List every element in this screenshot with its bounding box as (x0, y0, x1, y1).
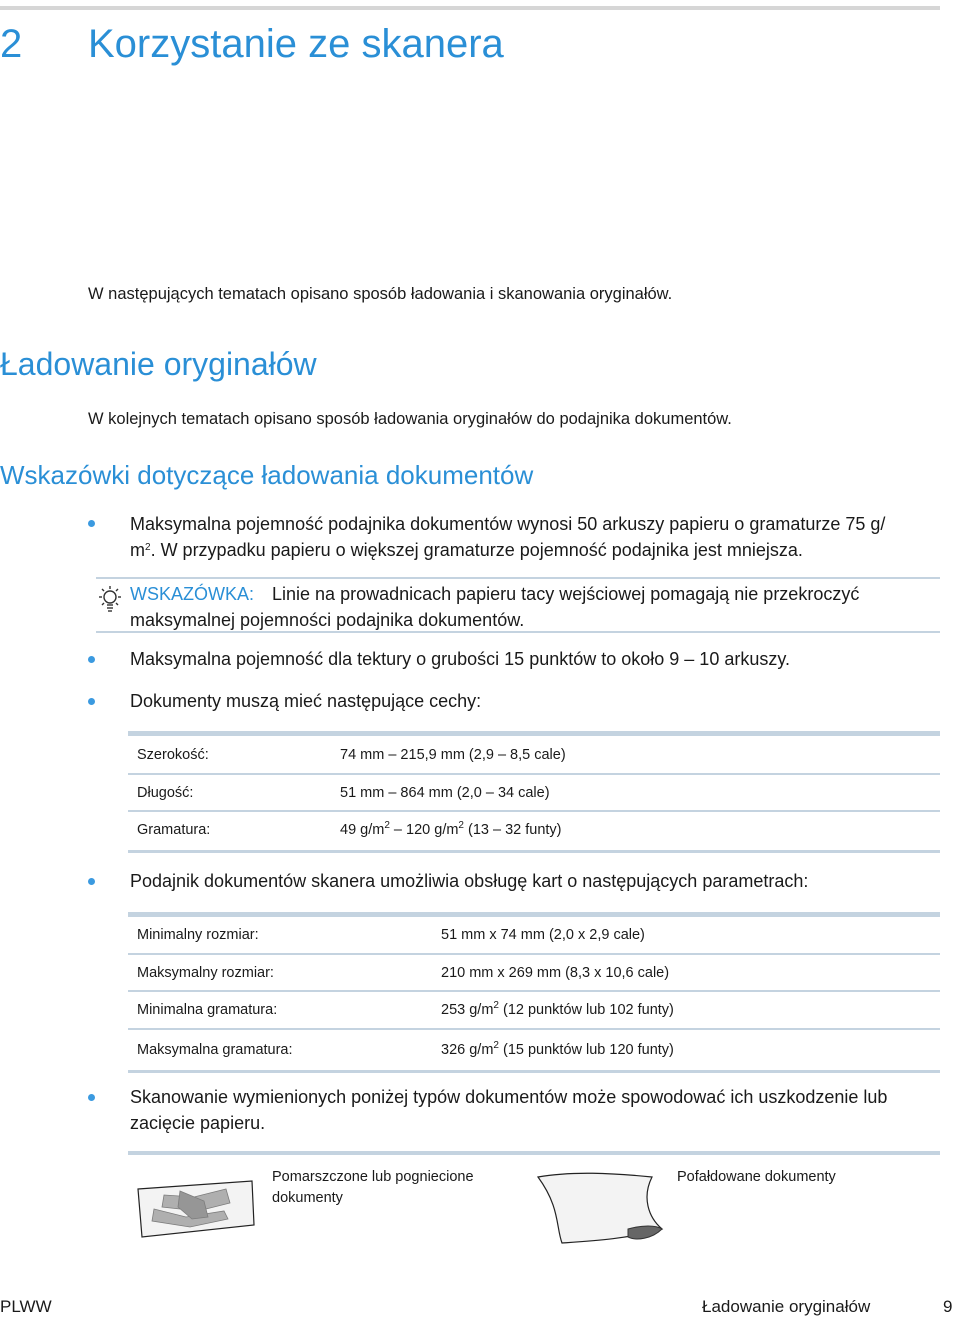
curled-document-icon (532, 1167, 668, 1247)
spec-value-part: 326 g/m (441, 1041, 494, 1058)
bullet-icon (88, 656, 95, 663)
table-row (128, 1029, 940, 1069)
spec-value: 210 mm x 269 mm (8,3 x 10,6 cale) (441, 964, 670, 981)
chapter-title-text: Korzystanie ze skanera (88, 22, 504, 66)
spec-value: 51 mm – 864 mm (2,0 – 34 cale) (340, 784, 550, 801)
spec-value-part: (13 – 32 funty) (463, 822, 562, 838)
damage-types-row (128, 1155, 940, 1255)
spec-value-part: – 120 g/m (389, 822, 459, 838)
table-row (128, 991, 940, 1029)
table-row (128, 917, 940, 954)
spec-label: Szerokość: (137, 746, 209, 763)
top-rule (0, 6, 940, 10)
tip-text: Linie na prowadnicach papieru tacy wejściowej pomagają nie przekroczyć maksymalnej pojemności podajnika dokumentów. (130, 584, 860, 630)
spec-value (432, 1029, 940, 1069)
superscript: 2 (493, 1039, 499, 1051)
spec-value-part: (15 punktów lub 120 funty) (498, 1041, 674, 1058)
superscript: 2 (458, 820, 464, 831)
footer-section: Ładowanie oryginałów (702, 1297, 871, 1316)
bullet-capacity-line1: Maksymalna pojemność podajnika dokumentów wynosi 50 arkuszy papieru o gramaturze 75 g/ (130, 514, 886, 534)
footer-page-number: 9 (943, 1297, 953, 1316)
bullet-capacity (130, 511, 930, 563)
spec-value (331, 811, 940, 848)
section-title: Ładowanie oryginałów (0, 346, 317, 382)
table-row (128, 774, 940, 811)
superscript: 2 (493, 1000, 499, 1011)
superscript: 2 (384, 820, 390, 831)
spec-value (432, 991, 940, 1029)
tip-box (96, 577, 940, 633)
bullet-card-support: Podajnik dokumentów skanera umożliwia obsługę kart o następujących parametrach: (130, 871, 809, 891)
spec-value: 74 mm – 215,9 mm (2,9 – 8,5 cale) (340, 746, 566, 763)
footer-left: PLWW (0, 1297, 52, 1316)
table-row (128, 954, 940, 991)
superscript: 2 (145, 542, 151, 553)
spec-label: Minimalny rozmiar: (137, 927, 259, 943)
wrinkled-document-icon (134, 1167, 258, 1247)
bullet-capacity-line2: . W przypadku papieru o większej gramaturze pojemność podajnika jest mniejsza. (150, 540, 803, 560)
section-intro: W kolejnych tematach opisano sposób ładowania oryginałów do podajnika dokumentów. (88, 410, 732, 428)
bullet-damage-warning: Skanowanie wymienionych poniżej typów dokumentów może spowodować ich uszkodzenie lub zacięcie papieru. (130, 1087, 888, 1133)
tip-content (130, 581, 930, 633)
bullet-icon (88, 698, 95, 705)
damage-caption-wrinkled: Pomarszczone lub pogniecione dokumenty (272, 1169, 474, 1206)
lightbulb-icon (96, 585, 124, 615)
spec-value-part: (12 punktów lub 102 funty) (498, 1002, 674, 1018)
spec-label: Maksymalna gramatura: (137, 1041, 293, 1058)
spec-label: Długość: (137, 784, 194, 801)
spec-value: 51 mm x 74 mm (2,0 x 2,9 cale) (441, 927, 645, 943)
spec-label: Gramatura: (137, 822, 211, 838)
table-row (128, 811, 940, 848)
table-bottom-rule (128, 850, 940, 853)
table-bottom-rule (128, 1070, 940, 1073)
bullet-cardboard: Maksymalna pojemność dla tektury o grubości 15 punktów to około 9 – 10 arkuszy. (130, 649, 791, 669)
spec-label: Maksymalny rozmiar: (137, 964, 274, 981)
card-spec-table (128, 917, 940, 1069)
subsection-title: Wskazówki dotyczące ładowania dokumentów (0, 460, 534, 490)
bullet-icon (88, 878, 95, 885)
document-spec-table (128, 736, 940, 848)
bullet-icon (88, 520, 95, 527)
spec-label: Minimalna gramatura: (137, 1002, 278, 1018)
chapter-intro: W następujących tematach opisano sposób ładowania i skanowania oryginałów. (88, 285, 673, 303)
tip-label: WSKAZÓWKA: (130, 584, 255, 604)
chapter-title (0, 22, 504, 67)
bullet-capacity-unit: m (130, 540, 145, 560)
damage-caption-curled: Pofałdowane dokumenty (677, 1169, 836, 1185)
spec-value-part: 253 g/m (441, 1002, 494, 1018)
bullet-document-requirements: Dokumenty muszą mieć następujące cechy: (130, 691, 482, 711)
chapter-number: 2 (0, 22, 23, 66)
bullet-icon (88, 1094, 95, 1101)
spec-value-part: 49 g/m (340, 822, 385, 838)
table-row (128, 736, 940, 774)
